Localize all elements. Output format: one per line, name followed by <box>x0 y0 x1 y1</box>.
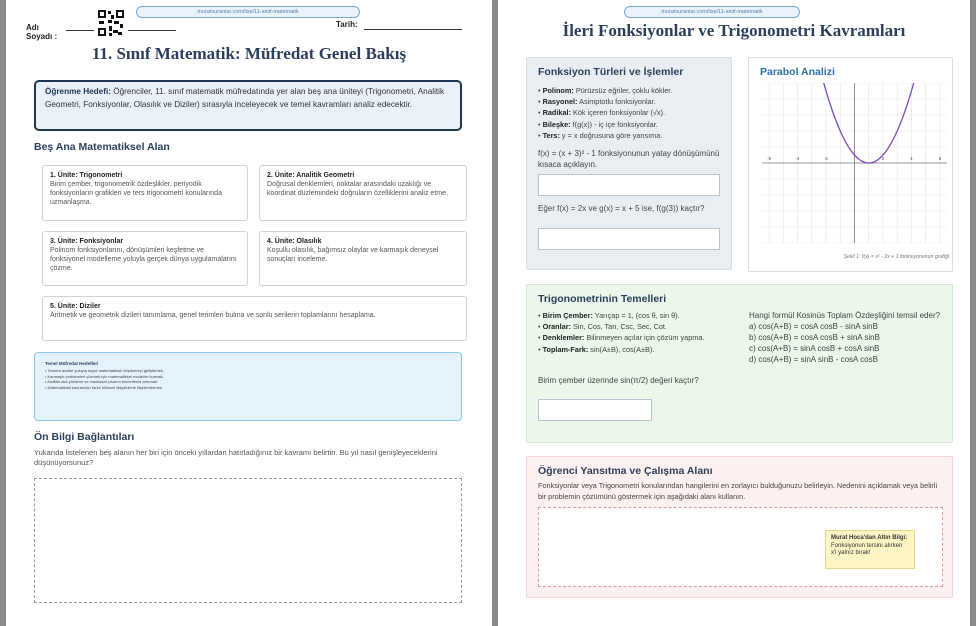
section-title-areas: Beş Ana Matematiksel Alan <box>34 141 170 153</box>
prior-instructions: Yukarıda listelenen beş alanın her biri için önceki yıllardan hatırladığınız bir kavramı belirtin. Bu yıl nasıl genişleyeceklerini düşünüyorsunuz? <box>34 448 438 467</box>
unit-title: 2. Ünite: Analitik Geometri <box>267 172 355 179</box>
worksheet-page-2 <box>498 0 970 626</box>
trig-title: Trigonometrinin Temelleri <box>538 293 667 305</box>
worksheet-page-1 <box>6 0 492 626</box>
unit-card <box>42 231 248 286</box>
trig-item: • Birim Çember: Yarıçap = 1, (cos θ, sin θ). <box>538 311 680 320</box>
objective-item: • Karmaşık problemleri çözmek için matematiksel modeller kurmak. <box>45 373 164 379</box>
graph-caption: Şekil 1: f(x) = x² - 2x + 1 fonksiyonunun grafiği <box>843 254 949 260</box>
unit-text: Polinom fonksiyonlarını, dönüşümleri keşfetme ve fonksiyonel modelleme yoluyla gerçek dünya uygulamalarını çözme. <box>50 247 237 272</box>
cosine-question-block <box>749 310 945 365</box>
parabola-panel <box>748 57 953 272</box>
unit-card <box>42 296 467 341</box>
function-type-item: • Radikal: Kök içeren fonksiyonlar (√x). <box>538 108 666 118</box>
functions-panel <box>526 57 732 270</box>
trig-list <box>538 310 748 355</box>
section-title-prior: Ön Bilgi Bağlantıları <box>34 431 135 443</box>
question-composition: Eğer f(x) = 2x ve g(x) = x + 5 ise, f(g(3)) kaçtır? <box>538 204 705 213</box>
url-banner[interactable]: muratvuranlar.com/lise/11-sinif-matematik <box>624 6 800 18</box>
answer-input-2[interactable] <box>538 228 720 250</box>
option-a[interactable]: a) cos(A+B) = cosA cosB - sinA sinB <box>749 322 878 331</box>
reflection-instructions: Fonksiyonlar veya Trigonometri konularından hangilerini en zorlayıcı bulduğunuzu belirleyin. Nedenini açıklamak veya belirli bir problemin çözümünü göstermek için aşağıdaki alanı kullanın. <box>538 481 938 501</box>
trig-item: • Toplam-Fark: sin(A±B), cos(A±B). <box>538 344 655 354</box>
unit-title: 4. Ünite: Olasılık <box>267 238 322 245</box>
function-type-item: • Ters: y = x doğrusuna göre yansıma. <box>538 130 663 140</box>
page-title: İleri Fonksiyonlar ve Trigonometri Kavramları <box>562 21 906 40</box>
parabola-title: Parabol Analizi <box>760 66 835 78</box>
unit-text: Koşullu olasılık, bağımsız olaylar ve karmaşık deneysel sonuçları inceleme. <box>267 247 439 263</box>
url-banner[interactable]: muratvuranlar.com/lise/11-sinif-matematik <box>136 6 360 18</box>
objective-item: • Matematiksel kavramları farklı bilimsel disiplinlerle ilişkilendirmek. <box>45 384 164 390</box>
function-type-item: • Polinom: Pürüzsüz eğriler, çoklu kökler. <box>538 86 673 95</box>
unit-text: Doğrusal denklemleri, noktalar arasındaki uzaklığı ve koordinat düzlemindeki doğruların özelliklerini analiz etme. <box>267 181 448 197</box>
unit-title: 3. Ünite: Fonksiyonlar <box>50 238 124 245</box>
objective-item: • Analitik akıl yürütme ve mantıksal çıkarım becerilerini artırmak. <box>45 379 159 384</box>
unit-card <box>259 231 467 286</box>
tip-text: Fonksiyonun tersini alırken x'i yalnız bırak! <box>831 542 903 556</box>
question-cosine-sum: Hangi formül Kosinüs Toplam Özdeşliğini temsil eder? <box>749 311 941 320</box>
trig-item: • Denklemler: Bilinmeyen açılar için çözüm yapma. <box>538 333 705 343</box>
functions-list <box>538 85 728 141</box>
date-line <box>364 29 462 30</box>
name-label: Adı Soyadı : <box>26 23 58 41</box>
functions-title: Fonksiyon Türleri ve İşlemler <box>538 66 684 78</box>
x-tick-label: -6 <box>767 156 771 161</box>
goal-label: Öğrenme Hedefi: <box>45 87 111 96</box>
function-type-item: • Rasyonel: Asimptotlu fonksiyonlar. <box>538 97 656 107</box>
question-transformation: f(x) = (x + 3)² - 1 fonksiyonunun yatay dönüşümünü kısaca açıklayın. <box>538 149 720 169</box>
objectives-title: Temel Müfredat Hedefleri <box>45 361 99 366</box>
unit-card <box>259 165 467 221</box>
tip-note <box>825 530 915 569</box>
page-title: 11. Sınıf Matematik: Müfredat Genel Bakış <box>91 44 407 63</box>
function-type-item: • Bileşke: f(g(x)) - iç içe fonksiyonlar. <box>538 119 658 129</box>
tip-title: Murat Hoca'dan Altın Bilgi: <box>831 535 908 541</box>
qr-code-icon <box>98 10 124 36</box>
x-tick-label: -4 <box>795 156 800 161</box>
unit-title: 1. Ünite: Trigonometri <box>50 172 123 179</box>
reflection-panel <box>526 456 953 598</box>
parabola-graph <box>762 83 947 243</box>
date-label: Tarih: <box>336 20 358 29</box>
name-line-2 <box>128 30 176 31</box>
x-tick-label: 6 <box>938 156 942 161</box>
name-line <box>66 30 94 31</box>
unit-title: 5. Ünite: Diziler <box>50 303 101 310</box>
unit-text: Birim çember, trigonometrik özdeşlikler, periyodik fonksiyonların grafikleri ve ters trigonometri konularında uzmanlaşma. <box>50 181 222 206</box>
option-b[interactable]: b) cos(A+B) = cosA cosB + sinA sinB <box>749 333 880 342</box>
answer-input-1[interactable] <box>538 174 720 196</box>
objective-item: • Teorem analizi yoluyla soyut matematiksel düşünmeyi geliştirmek. <box>45 368 164 373</box>
prior-answer-area[interactable] <box>34 478 462 603</box>
question-unit-circle: Birim çember üzerinde sin(π/2) değeri kaçtır? <box>538 376 699 385</box>
x-tick-label: 2 <box>881 156 885 161</box>
goal-text: Öğrenciler, 11. sınıf matematik müfredatında yer alan beş ana üniteyi (Trigonometri, Analitik Geometri, Fonksiyonlar, Olasılık ve Diziler) sırasıyla inceleyecek ve temel kavramları analiz edecektir. <box>45 87 445 109</box>
trig-item: • Oranlar: Sin, Cos, Tan, Csc, Sec, Cot. <box>538 322 667 332</box>
trig-panel <box>526 284 953 443</box>
x-tick-label: -2 <box>824 156 828 161</box>
option-d[interactable]: d) cos(A+B) = sinA sinB - cosA cosB <box>749 355 878 364</box>
unit-text: Aritmetik ve geometrik dizileri tanımlama, genel terimleri bulma ve sonlu serilerin toplamlarını hesaplama. <box>50 312 376 319</box>
reflection-title: Öğrenci Yansıtma ve Çalışma Alanı <box>538 465 713 477</box>
option-c[interactable]: c) cos(A+B) = sinA cosB + cosA sinB <box>749 344 880 353</box>
x-tick-label: 4 <box>910 156 913 161</box>
answer-input-3[interactable] <box>538 399 652 421</box>
learning-goal-box <box>34 80 462 131</box>
curriculum-objectives-box <box>34 352 462 421</box>
unit-card <box>42 165 248 221</box>
